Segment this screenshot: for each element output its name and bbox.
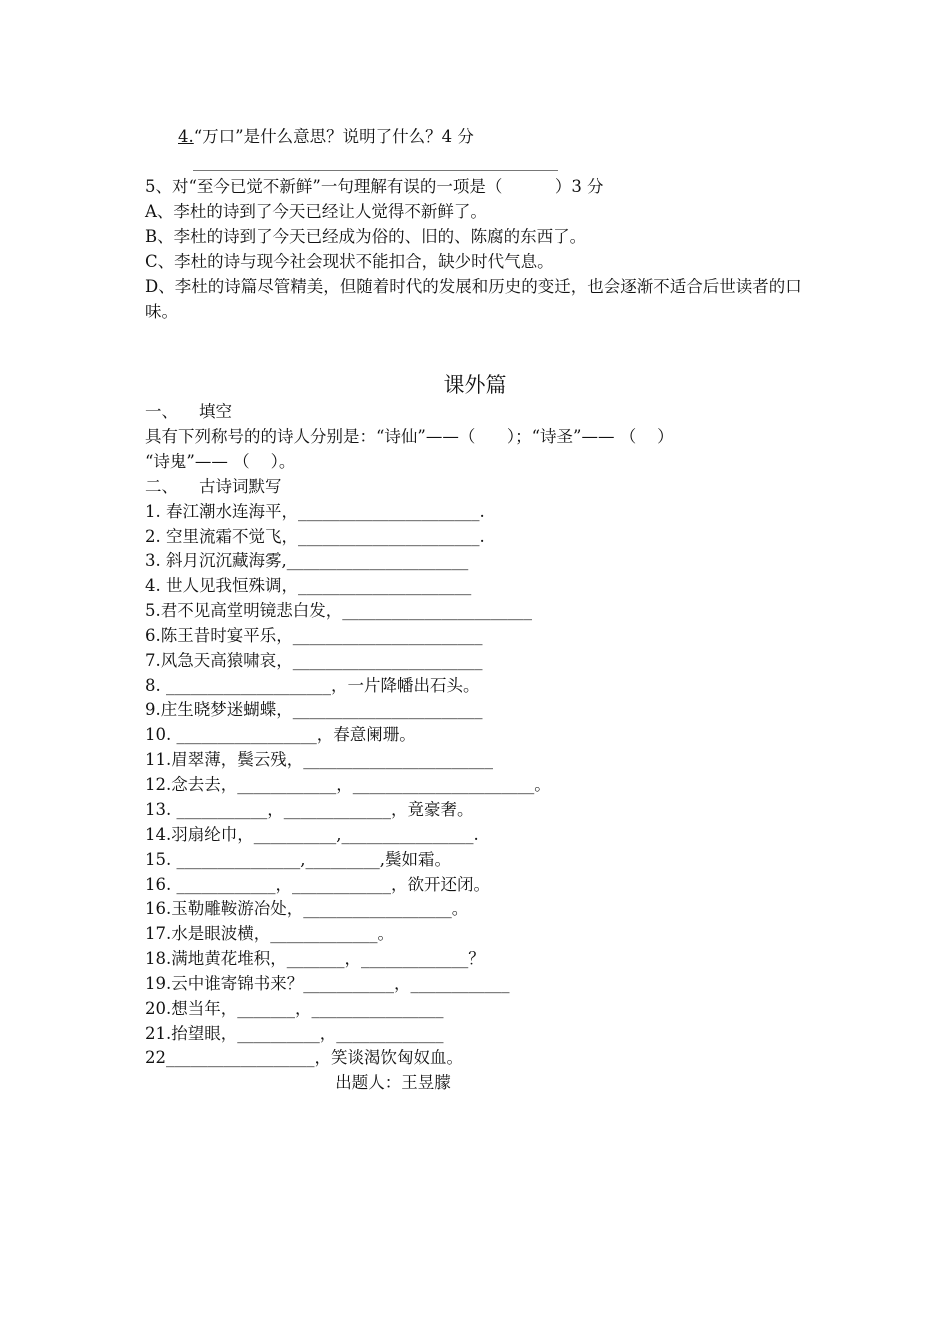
option-d: D、李杜的诗篇尽管精美，但随着时代的发展和历史的变迁，也会逐渐不适合后世读者的口味。 xyxy=(145,277,802,321)
option-c: C、李杜的诗与现今社会现状不能扣合，缺少时代气息。 xyxy=(145,252,554,271)
dictation-item: 22__________________，笑谈渴饮匈奴血。 xyxy=(145,1048,463,1067)
section-2-heading: 二、 古诗词默写 xyxy=(145,477,282,496)
section-title: 课外篇 xyxy=(443,373,507,397)
dictation-item: 4. 世人见我恒殊调，_____________________ xyxy=(145,576,472,595)
dictation-item: 8. ____________________，一片降幡出石头。 xyxy=(145,676,480,695)
dictation-item: 16. ____________，____________，欲开还闭。 xyxy=(145,875,490,894)
fill-line-1: 具有下列称号的的诗人分别是：“诗仙”——（ ）；“诗圣”—— （ ） xyxy=(145,427,674,446)
dictation-item: 13. ___________，_____________，竟豪奢。 xyxy=(145,800,474,819)
dictation-item: 20.想当年，_______，________________ xyxy=(145,999,444,1018)
dictation-item: 2. 空里流霜不觉飞，______________________. xyxy=(145,527,485,546)
question-4-text: “万口”是什么意思？说明了什么？4 分 xyxy=(193,127,474,146)
dictation-item: 10. _________________，春意阑珊。 xyxy=(145,725,416,744)
dictation-item: 12.念去去，____________，______________________。 xyxy=(145,775,551,794)
fill-line-2: “诗鬼”—— （ ）。 xyxy=(145,452,296,471)
dictation-item: 3. 斜月沉沉藏海雾,______________________ xyxy=(145,551,469,570)
dictation-item: 18.满地黄花堆积，_______，_____________？ xyxy=(145,949,485,968)
question-4-number: 4. xyxy=(178,127,194,146)
dictation-item: 15. _______________,_________,鬓如霜。 xyxy=(145,850,451,869)
dictation-item: 21.抬望眼，__________，_____________ xyxy=(145,1024,444,1043)
section-1-heading: 一、 填空 xyxy=(145,402,232,421)
option-b: B、李杜的诗到了今天已经成为俗的、旧的、陈腐的东西了。 xyxy=(145,227,587,246)
dictation-item: 7.风急天高猿啸哀，_______________________ xyxy=(145,651,483,670)
answer-line-q4 xyxy=(193,170,558,171)
dictation-item: 19.云中谁寄锦书来？___________，____________ xyxy=(145,974,510,993)
dictation-item: 6.陈王昔时宴平乐，_______________________ xyxy=(145,626,483,645)
author-line: 出题人：王昱朦 xyxy=(335,1073,451,1092)
dictation-item: 14.羽扇纶巾，__________,________________. xyxy=(145,825,479,844)
dictation-item: 11.眉翠薄，鬓云残，_______________________ xyxy=(145,750,493,769)
dictation-item: 1. 春江潮水连海平，______________________. xyxy=(145,502,485,521)
question-4 xyxy=(178,125,474,149)
dictation-item: 5.君不见高堂明镜悲白发，_______________________ xyxy=(145,601,532,620)
dictation-item: 17.水是眼波横，_____________。 xyxy=(145,924,394,943)
dictation-item: 9.庄生晓梦迷蝴蝶，_______________________ xyxy=(145,700,483,719)
question-5: 5、对“至今已觉不新鲜”一句理解有误的一项是（ ）3 分 xyxy=(145,177,604,196)
option-a: A、李杜的诗到了今天已经让人觉得不新鲜了。 xyxy=(145,202,487,221)
dictation-item: 16.玉勒雕鞍游冶处，__________________。 xyxy=(145,899,469,918)
